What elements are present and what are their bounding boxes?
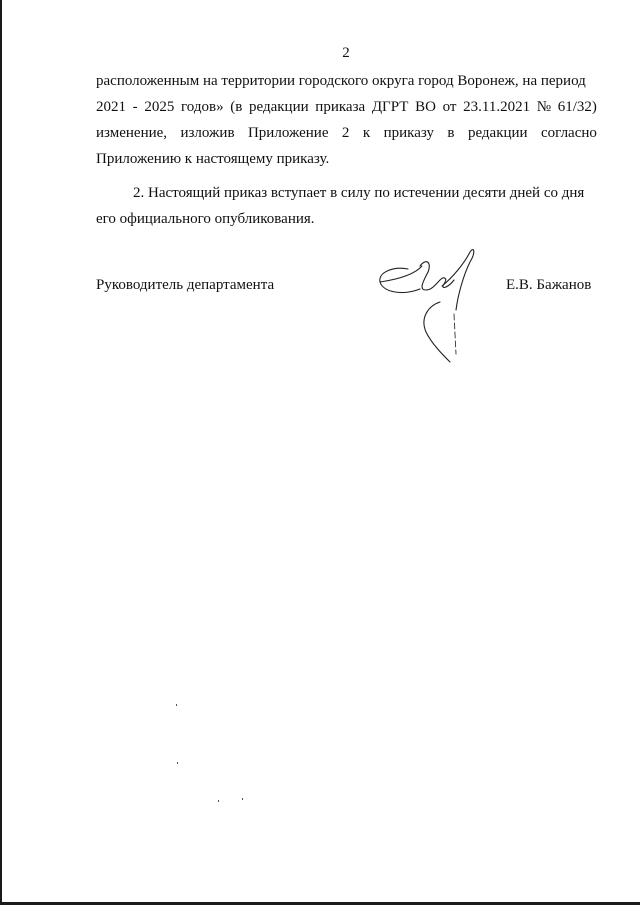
handwritten-signature — [370, 244, 480, 369]
word: 23.11.2021 — [463, 99, 531, 115]
scan-speck — [176, 704, 177, 706]
paragraph-1-line-4: Приложению к настоящему приказу. — [96, 151, 330, 167]
word: ВО — [415, 99, 436, 115]
scan-speck — [242, 798, 243, 800]
paragraph-1-line-2 — [96, 94, 597, 120]
paragraph-2-line-2: его официального опубликования. — [96, 211, 315, 227]
word: 2021 — [96, 99, 126, 115]
word: 2 — [341, 125, 350, 141]
word: 61/32) — [557, 99, 597, 115]
word: к — [362, 125, 371, 141]
signer-title: Руководитель департамента — [96, 277, 275, 293]
paragraph-1 — [96, 68, 597, 172]
word: 2025 — [144, 99, 175, 115]
word: годов» — [181, 99, 224, 115]
signer-name: Е.В. Бажанов — [506, 277, 592, 293]
scan-border-left — [0, 0, 2, 905]
paragraph-1-line-3 — [96, 120, 597, 146]
word: от — [442, 99, 457, 115]
word: - — [132, 99, 138, 115]
scan-speck — [177, 762, 178, 764]
paragraph-1-line-1: расположенным на территории городского округа город Воронеж, на период — [96, 73, 586, 89]
word: согласно — [541, 125, 597, 141]
page-number: 2 — [342, 45, 350, 61]
paragraph-2 — [96, 180, 597, 232]
word: редакции — [249, 99, 309, 115]
word: изменение, — [96, 125, 168, 141]
word: № — [536, 99, 552, 115]
word: редакции — [467, 125, 528, 141]
word: приказу — [383, 125, 434, 141]
body-text — [96, 68, 597, 232]
word: приказа — [315, 99, 366, 115]
word: Приложение — [247, 125, 329, 141]
scan-speck — [218, 800, 219, 802]
word: (в — [230, 99, 243, 115]
word: изложив — [180, 125, 235, 141]
word: в — [447, 125, 455, 141]
paragraph-2-line-1: 2. Настоящий приказ вступает в силу по истечении десяти дней со дня — [133, 185, 585, 201]
word: ДГРТ — [371, 99, 409, 115]
